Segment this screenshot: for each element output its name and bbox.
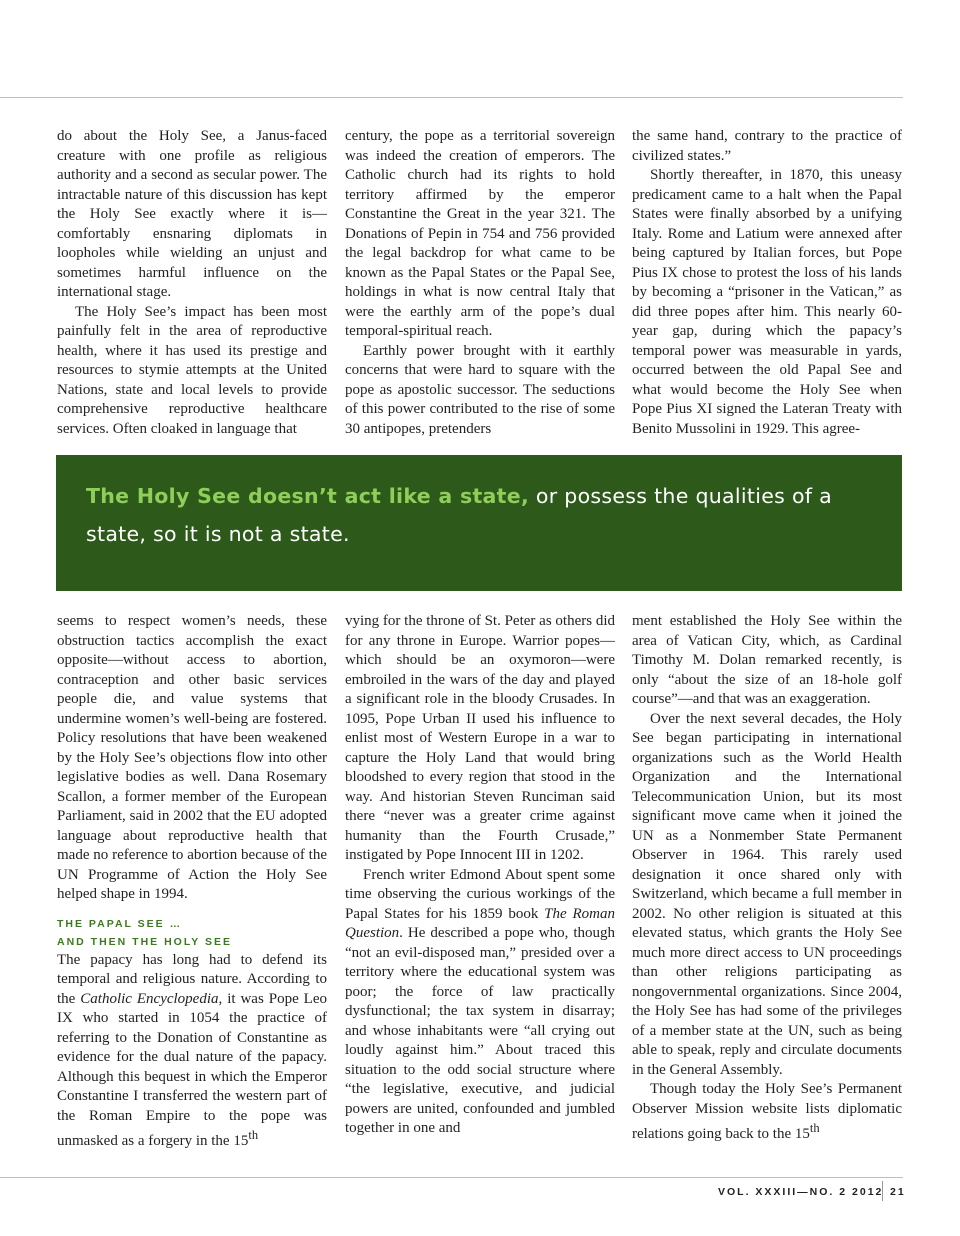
footer-divider xyxy=(882,1181,883,1201)
section-subhead: AND THEN THE HOLY SEE xyxy=(57,935,233,948)
book-title: The Roman Question xyxy=(345,905,615,941)
section-subhead: THE PAPAL SEE … xyxy=(57,917,183,930)
paragraph: ment established the Holy See within the area of Vatican City, which, as Cardinal Timothy M. Dolan remarked recently, is only “about the size of an 18-hole golf course”—and that was an exaggeration. xyxy=(632,613,902,707)
paragraph: Earthly power brought with it earthly concerns that were hard to square with the pope as apostolic successor. The seductions of this power contributed to the rise of some 30 antipopes, pretenders xyxy=(345,342,615,437)
bottom-rule xyxy=(0,1177,903,1178)
column-3-top xyxy=(632,127,902,439)
pull-quote-box xyxy=(56,455,902,591)
paragraph: French writer Edmond About spent some time observing the curious workings of the Papal States for his 1859 book The Roman Question. He described a pope who, though “not an evil-disposed man,” presided over a territory where the educational system was poor; the force of law practically dysfunctional; the tax system in disarray; and whose inhabitants were “all crying out loudly against him.” About traced this situation to the odd social structure where “the legislative, executive, and judicial powers are united, confounded and jumbled together in one and xyxy=(345,866,615,1136)
paragraph: Over the next several decades, the Holy See began participating in international organizations such as the World Health Organization and the International Telecommunication Union, but its most significant move came when it joined the UN as a Nonmember State Permanent Observer in 1964. This rarely used designation it once shared only with Switzerland, which became a full member in 2002. No other religion is situated at this elevated status, which grants the Holy See much more direct access to UN proceedings than other religions participating as nongovernmental organizations. Since 2004, the Holy See has had some of the privileges of a member state at the UN, such as being able to speak, reply and circulate documents in the General Assembly. xyxy=(632,710,902,1078)
paragraph: century, the pope as a territorial sovereign was indeed the creation of emperors. The Catholic church had its rights to hold territory affirmed by the emperor Constantine the Great in the year 321. The Donations of Pepin in 754 and 756 provided the legal backdrop for what came to be known as the Papal States or the Papal See, holdings in what is now central Italy that were the earthly arm of the pope’s dual temporal-spiritual reach. xyxy=(345,128,615,339)
top-rule xyxy=(0,97,903,98)
paragraph: The Holy See’s impact has been most painfully felt in the area of reproductive health, where it has used its prestige and resources to stymie attempts at the United Nations, state and local levels to provide comprehensive reproductive healthcare services. Often cloaked in language that xyxy=(57,303,327,437)
paragraph: Though today the Holy See’s Permanent Observer Mission website lists diplomatic relations going back to the 15th xyxy=(632,1081,902,1142)
column-1-bottom xyxy=(57,612,327,1162)
paragraph: the same hand, contrary to the practice of civilized states.” xyxy=(632,128,902,164)
paragraph: Shortly thereafter, in 1870, this uneasy predicament came to a halt when the Papal States were finally absorbed by a unifying Italy. Rome and Latium were annexed after being captured by Italian forces, but Pope Pius IX chose to protest the loss of his lands by becoming a “prisoner in the Vatican,” as did three popes after him. This nearly 60-year gap, during which the papacy’s temporal power was measurable in yards, occurred between the old Papal See and what would become the Holy See when Pope Pius XI signed the Lateran Treaty with Benito Mussolini in 1929. This agree- xyxy=(632,167,902,437)
footer-volume: VOL. XXXIII—NO. 2 2012 xyxy=(718,1186,884,1198)
pull-quote-rest: or possess the qualities of a state, so it is not a state. xyxy=(86,484,832,546)
paragraph: do about the Holy See, a Janus-faced creature with one profile as religious authority and a second as secular power. The intractable nature of this discussion has kept the Holy See exactly where it is—comfortably ensnaring diplomats in loopholes while wielding an unjust and sometimes harmful influence on the international stage. xyxy=(57,128,327,300)
column-1-top xyxy=(57,127,327,439)
pull-quote-highlight: The Holy See doesn’t act like a state, xyxy=(86,484,530,508)
column-2-bottom xyxy=(345,612,615,1162)
pull-quote xyxy=(86,477,886,553)
paragraph: The papacy has long had to defend its temporal and religious nature. According to the Catholic Encyclopedia, it was Pope Leo IX who started in 1054 the practice of referring to the Donation of Constantine as evidence for the dual nature of the papacy. Although this bequest in which the Emperor Constantine I transferred the western part of the Roman Empire to the pope was unmasked as a forgery in the 15th xyxy=(57,951,327,1149)
paragraph: vying for the throne of St. Peter as others did for any throne in Europe. Warrior popes—which should be an oxymoron—were embroiled in the wars of the day and played a significant role in the bloody Crusades. In 1095, Pope Urban II used his influence to enlist most of Western Europe in a war to capture the Holy Land that would bring bloodshed to every region that stood in the way. And historian Steven Runciman said there “never was a greater crime against humanity than the Fourth Crusade,” instigated by Pope Innocent III in 1202. xyxy=(345,613,615,863)
book-title: Catholic Encyclopedia xyxy=(80,990,219,1007)
paragraph: seems to respect women’s needs, these obstruction tactics accomplish the exact opposite—without access to abortion, contraception and other basic services people die, and value systems that undermine women’s well-being are fostered. Policy resolutions that have been weakened by the Holy See’s objections flow into other legislative bodies as well. Dana Rosemary Scallon, a former member of the European Parliament, said in 2002 that the EU adopted language about reproductive health that made no reference to abortion because of the UN Programme of Action the Holy See helped shape in 1994. xyxy=(57,613,327,902)
column-3-bottom xyxy=(632,612,902,1162)
page-number: 21 xyxy=(890,1186,906,1198)
column-2-top xyxy=(345,127,615,439)
